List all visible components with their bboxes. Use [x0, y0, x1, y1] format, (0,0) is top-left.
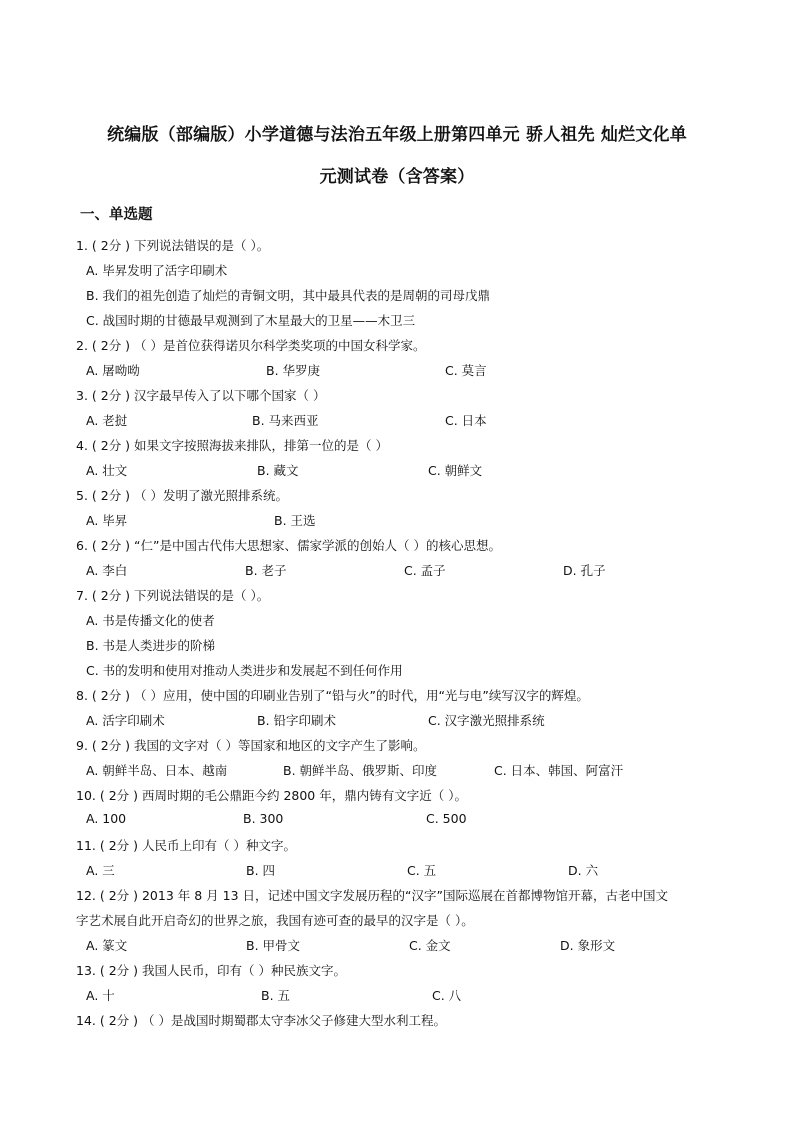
document-title-line-1: 统编版（部编版）小学道德与法治五年级上册第四单元 骄人祖先 灿烂文化单 — [107, 125, 687, 145]
option: A. 篆文 — [86, 938, 128, 953]
option-row — [86, 461, 726, 479]
option: A. 屠呦呦 — [86, 363, 140, 378]
question-stem-continued: 字艺术展自此开启奇幻的世界之旅，我国有迹可查的最早的汉字是（ ）。 — [76, 913, 474, 928]
question-stem: 14. ( 2分 ) （ ）是战国时期蜀郡太守李冰父子修建大型水利工程。 — [76, 1013, 446, 1028]
option: B. 书是人类进步的阶梯 — [86, 638, 216, 653]
section-heading: 一、单选题 — [80, 207, 153, 223]
document-title-line-2: 元测试卷（含答案） — [319, 167, 475, 187]
question-stem: 7. ( 2分 ) 下列说法错误的是（ ）。 — [76, 588, 270, 603]
option: A. 壮文 — [86, 463, 128, 478]
question-stem: 8. ( 2分 ) （ ）应用，使中国的印刷业告别了“铅与火”的时代，用“光与电”续写汉字的辉煌。 — [76, 688, 589, 703]
question-stem: 1. ( 2分 ) 下列说法错误的是（ ）。 — [76, 238, 270, 253]
option: B. 马来西亚 — [252, 413, 319, 428]
option: A. 老挝 — [86, 413, 128, 428]
question-stem: 4. ( 2分 ) 如果文字按照海拔来排队，排第一位的是（ ） — [76, 438, 389, 453]
question-stem: 3. ( 2分 ) 汉字最早传入了以下哪个国家（ ） — [76, 388, 326, 403]
option: D. 孔子 — [563, 563, 606, 578]
question-stem: 11. ( 2分 ) 人民币上印有（ ）种文字。 — [76, 838, 296, 853]
option: B. 我们的祖先创造了灿烂的青铜文明，其中最具代表的是周朝的司母戊鼎 — [86, 288, 491, 303]
option: A. 书是传播文化的使者 — [86, 613, 215, 628]
option-row — [86, 411, 726, 429]
option: B. 五 — [261, 988, 291, 1003]
option: C. 五 — [407, 863, 437, 878]
option: B. 四 — [246, 863, 276, 878]
option-row — [86, 361, 726, 379]
option: A. 三 — [86, 863, 115, 878]
option: C. 日本 — [445, 413, 487, 428]
option: B. 华罗庚 — [266, 363, 321, 378]
question-stem: 6. ( 2分 ) “仁”是中国古代伟大思想家、儒家学派的创始人（ ）的核心思想。 — [76, 538, 501, 553]
option: C. 莫言 — [445, 363, 487, 378]
option: B. 老子 — [245, 563, 287, 578]
option: C. 朝鲜文 — [428, 463, 483, 478]
option: C. 日本、韩国、阿富汗 — [494, 763, 624, 778]
option: C. 孟子 — [404, 563, 446, 578]
option-row — [86, 261, 726, 279]
option: B. 铅字印刷术 — [257, 713, 337, 728]
option-row — [86, 986, 726, 1004]
option: C. 战国时期的甘德最早观测到了木星最大的卫星——木卫三 — [86, 313, 416, 328]
option-row — [86, 511, 726, 529]
option-row — [86, 561, 726, 579]
option: C. 八 — [432, 988, 462, 1003]
option: C. 汉字激光照排系统 — [428, 713, 545, 728]
question-stem: 12. ( 2分 ) 2013 年 8 月 13 日，记述中国文字发展历程的“汉字”国际巡展在首都博物馆开幕，古老中国文 — [76, 888, 668, 903]
option: D. 象形文 — [560, 938, 616, 953]
option: A. 活字印刷术 — [86, 713, 165, 728]
option-row — [86, 311, 726, 329]
question-stem: 13. ( 2分 ) 我国人民币，印有（ ）种民族文字。 — [76, 963, 346, 978]
option: A. 十 — [86, 988, 115, 1003]
option-row — [86, 636, 726, 654]
question-stem: 10. ( 2分 ) 西周时期的毛公鼎距今约 2800 年，鼎内铸有文字近（ ）。 — [76, 788, 467, 803]
option-row — [86, 711, 726, 729]
question-stem: 9. ( 2分 ) 我国的文字对（ ）等国家和地区的文字产生了影响。 — [76, 738, 426, 753]
option: B. 朝鲜半岛、俄罗斯、印度 — [283, 763, 438, 778]
option: B. 王选 — [274, 513, 316, 528]
option: A. 李白 — [86, 563, 128, 578]
option: B. 藏文 — [257, 463, 299, 478]
option: A. 毕昇发明了活字印刷术 — [86, 263, 228, 278]
option: C. 金文 — [409, 938, 451, 953]
question-stem: 5. ( 2分 ) （ ）发明了激光照排系统。 — [76, 488, 289, 503]
option-row — [86, 611, 726, 629]
option-row — [86, 811, 726, 829]
option-row — [86, 861, 726, 879]
option-row — [86, 936, 726, 954]
option: A. 朝鲜半岛、日本、越南 — [86, 763, 228, 778]
option: A. 100 — [86, 811, 127, 826]
option-row — [86, 761, 726, 779]
option: C. 书的发明和使用对推动人类进步和发展起不到任何作用 — [86, 663, 403, 678]
option: D. 六 — [568, 863, 599, 878]
option: B. 甲骨文 — [246, 938, 301, 953]
option: A. 毕昇 — [86, 513, 128, 528]
question-stem: 2. ( 2分 ) （ ）是首位获得诺贝尔科学类奖项的中国女科学家。 — [76, 338, 426, 353]
option-row — [86, 286, 726, 304]
option: B. 300 — [243, 811, 284, 826]
option-row — [86, 661, 726, 679]
option: C. 500 — [426, 811, 467, 826]
